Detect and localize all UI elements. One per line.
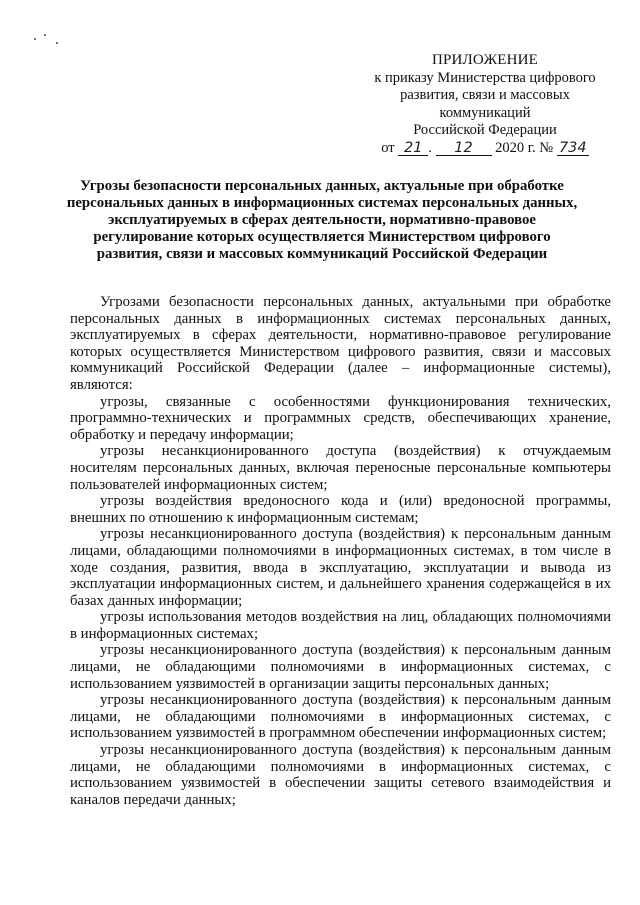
scan-artifact xyxy=(28,30,68,50)
appendix-line: развития, связи и массовых xyxy=(400,87,570,103)
year-number-label: 2020 г. № xyxy=(495,139,554,156)
appendix-line: к приказу Министерства цифрового xyxy=(374,69,596,86)
appendix-line: коммуникаций xyxy=(439,104,531,121)
appendix-block xyxy=(360,52,610,157)
body-paragraph: угрозы несанкционированного доступа (воздействия) к персональным данным лицами, не обладающими полномочиями в информационных системах, с использованием уязвимостей в обеспечении защиты сетевого взаимодействия и каналов передачи данных; xyxy=(70,742,611,808)
body-paragraph: угрозы несанкционированного доступа (воздействия) к персональным данным лицами, не обладающими полномочиями в информационных системах, с использованием уязвимостей в организации защиты персональных данных; xyxy=(70,642,611,692)
body-paragraph: угрозы несанкционированного доступа (воздействия) к персональным данным лицами, не обладающими полномочиями в информационных системах, с использованием уязвимостей в программном обеспечении информационных систем; xyxy=(70,692,611,742)
appendix-line: Российской Федерации xyxy=(413,122,557,138)
body-paragraph: Угрозами безопасности персональных данных, актуальными при обработке персональных данных в информационных системах персональных данных, эксплуатируемых в сферах деятельности, нормативно-правовое регулирование которых осуществляется Министерством цифрового развития, связи и массовых коммуникаций Российской Федерации (далее – информационные системы), являются: xyxy=(70,294,611,393)
body-paragraph: угрозы, связанные с особенностями функционирования технических, программно-технических и программных средств, обеспечивающих хранение, обработку и передачу информации; xyxy=(70,393,611,443)
body-paragraph: угрозы несанкционированного доступа (воздействия) к отчуждаемым носителям персональных данных, включая переносные персональные компьютеры пользователей информационных систем; xyxy=(70,443,611,493)
body-paragraph: угрозы воздействия вредоносного кода и (или) вредоносной программы, внешних по отношению к информационным системам; xyxy=(70,493,611,526)
document-body xyxy=(70,294,611,808)
from-label: от xyxy=(381,139,395,156)
appendix-heading: ПРИЛОЖЕНИЕ xyxy=(431,52,539,68)
handwritten-order-number: 734 xyxy=(557,141,589,156)
handwritten-day: 21 xyxy=(398,141,428,156)
order-date-number: от 21 . 12 2020 г. № 734 xyxy=(360,140,610,158)
handwritten-month: 12 xyxy=(436,141,492,156)
body-paragraph: угрозы несанкционированного доступа (воздействия) к персональным данным лицами, обладающими полномочиями в информационных системах, в том числе в ходе создания, развития, ввода в эксплуатацию, эксплуатации и вывода из эксплуатации информационных систем, и дальнейшего хранения содержащейся в их базах данных информации; xyxy=(70,526,611,609)
document-title: Угрозы безопасности персональных данных, актуальные при обработке персональных данных в информационных системах персональных данных, эксплуатируемых в сферах деятельности, нормативно-правовое регулирование которых осуществляется Министерством цифрового развития, связи и массовых коммуникаций Российской Федерации xyxy=(66,178,578,262)
body-paragraph: угрозы использования методов воздействия на лиц, обладающих полномочиями в информационных системах; xyxy=(70,609,611,642)
